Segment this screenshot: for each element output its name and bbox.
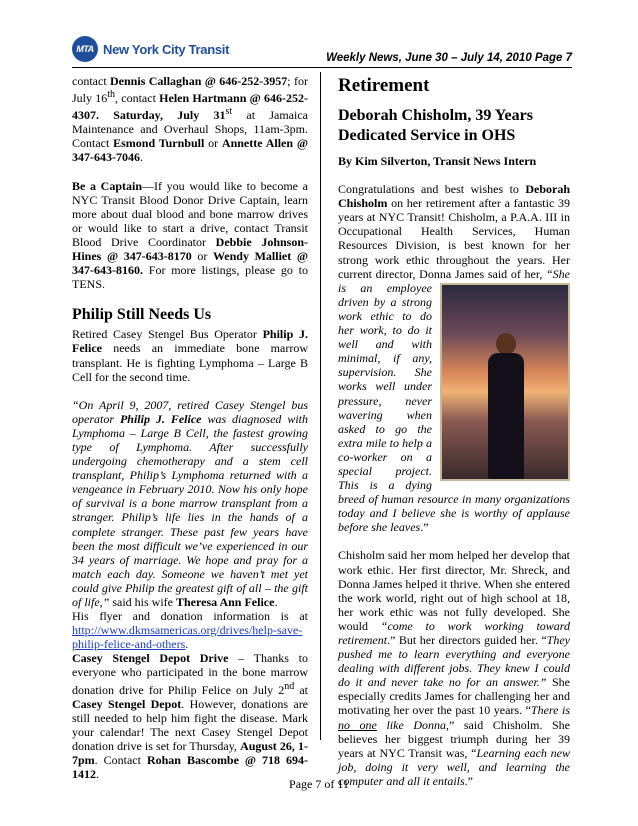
text: Retired Casey Stengel Bus Operator	[72, 327, 263, 342]
philip-heading: Philip Still Needs Us	[72, 306, 212, 324]
text: said his wife	[109, 595, 176, 609]
contact-name: Annette Allen @ 347-643-7046	[72, 136, 308, 165]
philip-quote	[72, 398, 308, 609]
quote-text: “On April 9, 2007, retired Casey Stengel bus operator	[72, 397, 308, 426]
quote-text: “come to work working toward retirement	[338, 618, 571, 647]
text: or	[191, 249, 213, 264]
text: .”	[464, 773, 473, 788]
be-a-captain-paragraph	[72, 179, 308, 292]
event-date: August 26, 1-7pm	[72, 738, 308, 768]
text: For more listings, please go to TENS.	[72, 263, 308, 292]
text: Chisholm said her mom helped her develop that work ethic. Her first director, Mr. Shreck, and Donna James helped it thrive. When she entered the work world, right out of high school at 18, her work ethic was not fully developed. She would	[338, 548, 570, 633]
text: ; for July 16	[72, 74, 308, 106]
contact-name: Dennis Callaghan @ 646-252-3957	[110, 74, 288, 88]
mta-logo	[72, 36, 229, 62]
text: needs an immediate bone marrow transplant. He is fighting Lymphoma – Large B Cell for the second time.	[72, 341, 308, 384]
text: at Jamaica Maintenance and Overhaul Shops, 11am-3pm. Contact	[72, 108, 308, 151]
quote-text: Learning each new job, doing it very well, and learning the computer and all it entails	[338, 745, 570, 788]
issue-line: Weekly News, June 30 – July 14, 2010 Page 7	[326, 52, 572, 64]
contact-name: Helen Hartmann @ 646-252-4307. Saturday, July 31	[72, 91, 309, 123]
retirement-heading: Retirement	[338, 75, 430, 96]
text: or	[204, 136, 222, 151]
lead-in: Casey Stengel Depot Drive	[72, 651, 229, 666]
text: .” But her directors guided her. “	[387, 633, 547, 647]
quote-text: was diagnosed with Lymphoma – Large B Cell, the fastest growing type of Lymphoma. After successfully undergoing chemotherapy and a stem cell transplant, Philip’s Lymphoma returned with a vengeance in February 2010. Now his only hope of survival is a bone marrow transplant from a stranger. Philip’s life lies in the hands of a complete stranger. These past few years have been the most difficult we’ve experienced in our 34 years of marriage. We hope and pray for a match each day. Someone we haven’t met yet could give Philip the greatest gift of all – the gift of life,”	[72, 411, 309, 609]
contact-name: Wendy Malliet @ 347-643-8160.	[72, 249, 309, 278]
superscript: st	[225, 106, 233, 118]
text: at	[294, 682, 308, 697]
text: .	[96, 767, 99, 782]
text: .	[140, 150, 143, 165]
retirement-paragraph-2	[338, 548, 570, 788]
text: on her retirement after a fantastic 39 years at NYC Transit! Chisholm, a P.A.A. III in Occupational Health Services, Human Resources Division, is best known for her strong work ethic throughout the years. Her current director, Donna James said of her,	[338, 196, 570, 281]
text: .	[274, 595, 278, 609]
depot-drive-paragraph	[72, 651, 308, 781]
contact-name: Debbie Johnson-Hines @ 347-643-8170	[72, 234, 309, 264]
contact-name: Esmond Turnbull	[113, 136, 205, 151]
superscript: th	[107, 89, 116, 101]
byline: By Kim Silverton, Transit News Intern	[338, 154, 537, 168]
header-rule	[72, 67, 572, 68]
retirement-paragraph-1	[338, 182, 570, 534]
mta-badge-icon: MTA	[72, 36, 98, 62]
text: Congratulations and best wishes to	[338, 182, 526, 197]
text: She especially credits James for challenging her and motivating her over the past 10 years. “	[338, 675, 571, 718]
text: contact	[72, 74, 111, 88]
text: . However, donations are still needed to help him fight the disease. Mark your calendar! The next Casey Stengel Depot donation drive is set for Thursday,	[72, 696, 309, 753]
donation-info	[72, 609, 308, 651]
quote-text: There is	[530, 703, 570, 718]
superscript: nd	[284, 680, 295, 692]
person-name: Theresa Ann Felice	[176, 595, 275, 609]
retiree-photo	[440, 283, 570, 481]
person-figure	[488, 333, 524, 479]
text: —If you would like to become a NYC Transit Blood Donor Drive Captain, learn more about dual blood and bone marrow drives or would like to start a drive, contact Transit Blood Drive Coordinator	[72, 178, 308, 249]
text: ,” said Chisholm. She believes her biggest triumph during her 39 years at NYC Transit was, “	[338, 717, 570, 760]
left-column	[72, 74, 308, 781]
person-name: Deborah Chisholm	[338, 182, 570, 211]
text: , contact	[115, 91, 160, 106]
article-subheading: Deborah Chisholm, 39 Years Dedicated Service in OHS	[338, 107, 533, 144]
quote-text: They pushed me to learn everything and everyone dealing with different jobs. They knew I could do it and never take no for an answer.”	[338, 633, 570, 690]
brand-name: New York City Transit	[103, 41, 230, 57]
page-header	[72, 34, 572, 64]
lead-in: Be a Captain	[72, 178, 143, 193]
quote-text: “She is an employee driven by a strong work ethic to do her work, to do it well and with minimal, if any, supervision. She works well under pressure, never wavering when asked to go the extra mile to help a co-worker on a special project. This is a dying breed of human resource in many organizations today and I believe she is worthy of applause before she leaves	[338, 266, 570, 535]
person-name: Philip J. Felice	[119, 411, 202, 426]
text: .	[185, 637, 189, 652]
blood-drive-contacts	[72, 74, 308, 165]
donation-link[interactable]: http://www.dkmsamericas.org/drives/help-save-philip-felice-and-others	[72, 623, 303, 652]
column-divider	[320, 72, 321, 740]
page-number: Page 7 of 11	[289, 777, 349, 791]
text: . Contact	[94, 753, 147, 768]
person-name: Philip J. Felice	[72, 327, 308, 356]
underlined-text: no one	[338, 717, 377, 732]
quote-text: like Donna	[376, 717, 446, 732]
contact-name: Rohan Bascombe @ 718 694-1412	[72, 753, 309, 782]
place-name: Casey Stengel Depot	[72, 696, 182, 711]
text: His flyer and donation information is at	[72, 609, 308, 624]
text: – Thanks to everyone who participated in the bone marrow donation drive for Philip Felice on July 2	[72, 651, 308, 697]
right-column	[338, 74, 570, 788]
text: .”	[420, 520, 429, 535]
philip-intro	[72, 327, 308, 383]
